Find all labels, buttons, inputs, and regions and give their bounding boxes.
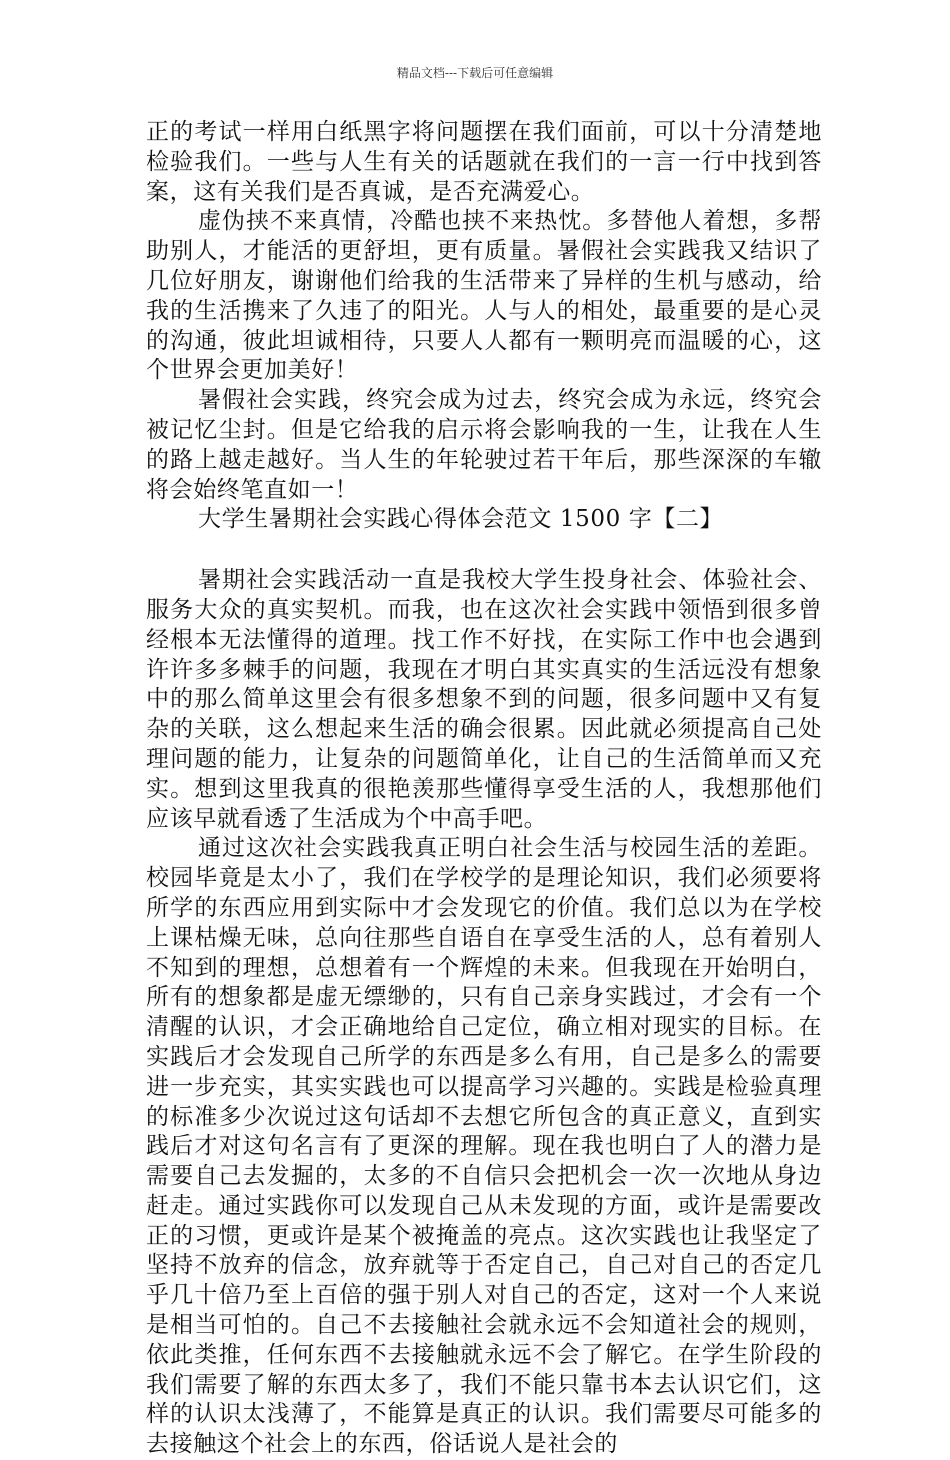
section-title: 大学生暑期社会实践心得体会范文 1500 字【二】 xyxy=(198,506,724,533)
blank-line xyxy=(146,535,822,566)
document-body xyxy=(146,118,822,1460)
paragraph-sincerity: 虚伪挟不来真情，冷酷也挟不来热忱。多替他人着想，多帮助别人，才能活的更舒坦，更有质量。暑假社会实践我又结识了几位好朋友，谢谢他们给我的生活带来了异样的生机与感动，给我的生活携来了久违了的阳光。人与人的相处，最重要的是心灵的沟通，彼此坦诚相待，只要人人都有一颗明亮而温暖的心，这个世界会更加美好！ xyxy=(146,208,822,384)
page-header: 精品文档---下载后可任意编辑 xyxy=(396,66,554,80)
paragraph-continuation: 正的考试一样用白纸黑字将问题摆在我们面前，可以十分清楚地检验我们。一些与人生有关的话题就在我们的一言一行中找到答案，这有关我们是否真诚，是否充满爱心。 xyxy=(146,119,822,205)
paragraph-campus-vs-society: 通过这次社会实践我真正明白社会生活与校园生活的差距。校园毕竟是太小了，我们在学校学的是理论知识，我们必须要将所学的东西应用到实际中才会发现它的价值。我们总以为在学校上课枯燥无味，总向往那些自语自在享受生活的人，总有着别人不知到的理想，总想着有一个辉煌的未来。但我现在开始明白，所有的想象都是虚无缥缈的，只有自己亲身实践过，才会有一个清醒的认识，才会正确地给自己定位，确立相对现实的目标。在实践后才会发现自己所学的东西是多么有用，自己是多么的需要进一步充实，其实实践也可以提高学习兴趣的。实践是检验真理的标准多少次说过这句话却不去想它所包含的真正意义，直到实践后才对这句名言有了更深的理解。现在我也明白了人的潜力是需要自己去发掘的，太多的不自信只会把机会一次一次地从身边赶走。通过实践你可以发现自己从未发现的方面，或许是需要改正的习惯，更或许是某个被掩盖的亮点。这次实践也让我坚定了坚持不放弃的信念，放弃就等于否定自己，自己对自己的否定几乎几十倍乃至上百倍的强于别人对自己的否定，这对一个人来说是相当可怕的。自己不去接触社会就永远不会知道社会的规则，依此类推，任何东西不去接触就永远不会了解它。在学生阶段的我们需要了解的东西太多了，我们不能只靠书本去认识它们，这样的认识太浅薄了，不能算是真正的认识。我们需要尽可能多的去接触这个社会上的东西，俗话说人是社会的 xyxy=(146,835,822,1458)
paragraph-practice-intro: 暑期社会实践活动一直是我校大学生投身社会、体验社会、服务大众的真实契机。而我，也在这次社会实践中领悟到很多曾经根本无法懂得的道理。找工作不好找，在实际工作中也会遇到许许多多棘手的问题，我现在才明白其实真实的生活远没有想象中的那么简单这里会有很多想象不到的问题，很多问题中又有复杂的关联，这么想起来生活的确会很累。因此就必须提高自己处理问题的能力，让复杂的问题简单化，让自己的生活简单而又充实。想到这里我真的很艳羡那些懂得享受生活的人，我想那他们应该早就看透了生活成为个中高手吧。 xyxy=(146,567,822,832)
paragraph-memory: 暑假社会实践，终究会成为过去，终究会成为永远，终究会被记忆尘封。但是它给我的启示将会影响我的一生，让我在人生的路上越走越好。当人生的年轮驶过若干年后，那些深深的车辙将会始终笔直如一！ xyxy=(146,387,822,503)
